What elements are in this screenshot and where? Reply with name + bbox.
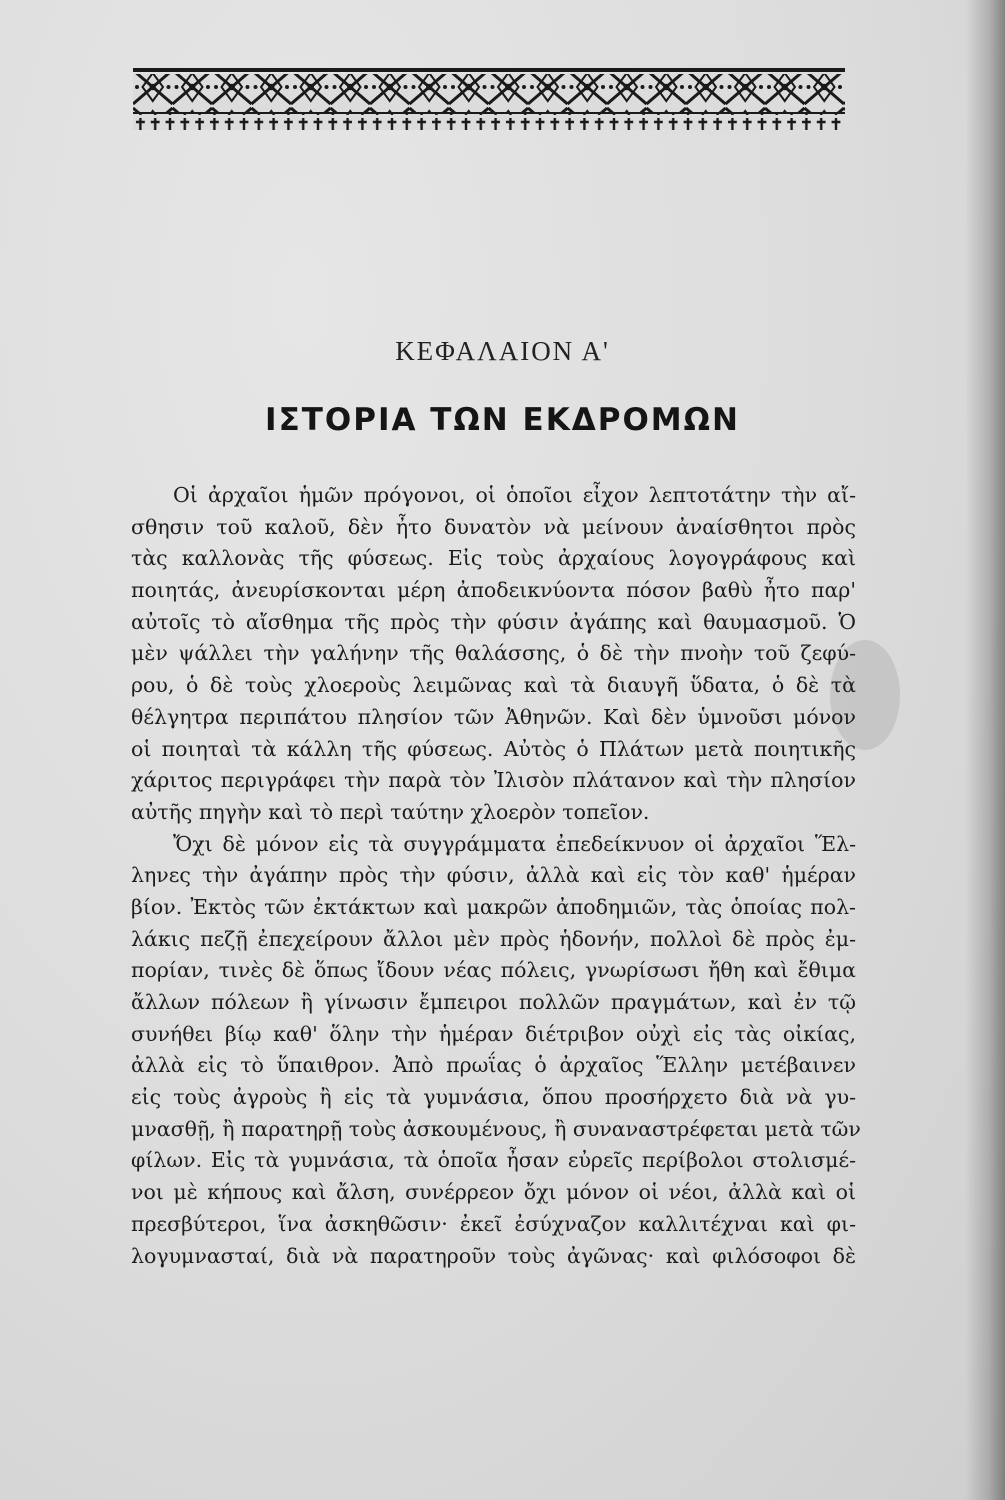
- text-line: συνήθει βίῳ καθ' ὅλην τὴν ἡμέραν διέτριβον οὐχὶ εἰς τὰς οἰκίας,: [131, 1021, 856, 1046]
- text-line: αὐτῆς πηγὴν καὶ τὸ περὶ ταύτην χλοερὸν τοπεῖον.: [131, 799, 650, 824]
- text-line: βίον. Ἐκτὸς τῶν ἐκτάκτων καὶ μακρῶν ἀποδημιῶν, τὰς ὁποίας πολ-: [131, 894, 856, 919]
- text-line: οἱ ποιηταὶ τὰ κάλλη τῆς φύσεως. Αὐτὸς ὁ Πλάτων μετὰ ποιητικῆς: [131, 736, 856, 761]
- text-line: εἰς τοὺς ἀγροὺς ἢ εἰς τὰ γυμνάσια, ὅπου προσήρχετο διὰ νὰ γυ-: [131, 1085, 856, 1110]
- chapter-title: ΙΣΤΟΡΙΑ ΤΩΝ ΕΚΔΡΟΜΩΝ: [265, 402, 740, 438]
- text-line: ρου, ὁ δὲ τοὺς χλοεροὺς λειμῶνας καὶ τὰ διαυγῆ ὕδατα, ὁ δὲ τὰ: [131, 673, 856, 698]
- text-line: χάριτος περιγράφει τὴν παρὰ τὸν Ἰλισὸν πλάτανον καὶ τὴν πλησίον: [131, 768, 856, 793]
- text-line: ἀλλὰ εἰς τὸ ὕπαιθρον. Ἀπὸ πρωΐας ὁ ἀρχαῖος Ἕλλην μετέβαινεν: [131, 1053, 856, 1078]
- text-line: ἄλλων πόλεων ἢ γίνωσιν ἔμπειροι πολλῶν πραγμάτων, καὶ ἐν τῷ: [131, 990, 856, 1014]
- paragraph-2: [131, 829, 861, 1273]
- text-line: σθησιν τοῦ καλοῦ, δὲν ἦτο δυνατὸν νὰ μείνουν ἀναίσθητοι πρὸς: [131, 514, 856, 539]
- text-line: πρεσβύτεροι, ἵνα ἀσκηθῶσιν· ἐκεῖ ἐσύχναζον καλλιτέχναι καὶ φι-: [131, 1211, 856, 1236]
- text-line: φίλων. Εἰς τὰ γυμνάσια, τὰ ὁποῖα ἦσαν εὐρεῖς περίβολοι στολισμέ-: [131, 1148, 856, 1173]
- text-line: μὲν ψάλλει τὴν γαλήνην τῆς θαλάσσης, ὁ δὲ τὴν πνοὴν τοῦ ζεφύ-: [131, 641, 856, 666]
- page-edge-shadow: [965, 0, 1005, 1500]
- paragraph-1: [131, 480, 856, 829]
- text-line: ποιητάς, ἀνευρίσκονται μέρη ἀποδεικνύοντα πόσον βαθὺ ἦτο παρ': [131, 578, 856, 603]
- text-line: θέλγητρα περιπάτου πλησίον τῶν Ἀθηνῶν. Καὶ δὲν ὑμνοῦσι μόνον: [131, 704, 856, 729]
- text-line: λογυμνασταί, διὰ νὰ παρατηροῦν τοὺς ἀγῶνας· καὶ φιλόσοφοι δὲ: [131, 1243, 856, 1268]
- text-line: Οἱ ἀρχαῖοι ἡμῶν πρόγονοι, οἱ ὁποῖοι εἶχον λεπτοτάτην τὴν αἴ-: [173, 483, 856, 507]
- text-line: αὐτοῖς τὸ αἴσθημα τῆς πρὸς τὴν φύσιν ἀγάπης καὶ θαυμασμοῦ. Ὁ: [131, 609, 856, 634]
- text-line: μνασθῇ, ἢ παρατηρῇ τοὺς ἀσκουμένους, ἢ συναναστρέφεται μετὰ τῶν: [131, 1116, 861, 1141]
- text-line: λάκις πεζῇ ἐπεχείρουν ἄλλοι μὲν πρὸς ἡδονήν, πολλοὶ δὲ πρὸς ἐμ-: [131, 926, 856, 951]
- text-line: Ὄχι δὲ μόνον εἰς τὰ συγγράμματα ἐπεδείκνυον οἱ ἀρχαῖοι Ἕλ-: [173, 831, 856, 856]
- text-line: νοι μὲ κήπους καὶ ἄλση, συνέρρεον ὄχι μόνον οἱ νέοι, ἀλλὰ καὶ οἱ: [131, 1180, 856, 1205]
- chapter-heading: ΚΕΦΑΛΑΙΟΝ Α': [395, 336, 610, 366]
- decorative-header-ornament: [133, 68, 845, 130]
- body-text: [131, 480, 861, 1272]
- text-line: πορίαν, τινὲς δὲ ὅπως ἴδουν νέας πόλεις, γνωρίσωσι ἤθη καὶ ἔθιμα: [131, 958, 856, 983]
- text-line: τὰς καλλονὰς τῆς φύσεως. Εἰς τοὺς ἀρχαίους λογογράφους καὶ: [131, 546, 856, 571]
- text-line: ληνες τὴν ἀγάπην πρὸς τὴν φύσιν, ἀλλὰ καὶ εἰς τὸν καθ' ἡμέραν: [131, 863, 856, 888]
